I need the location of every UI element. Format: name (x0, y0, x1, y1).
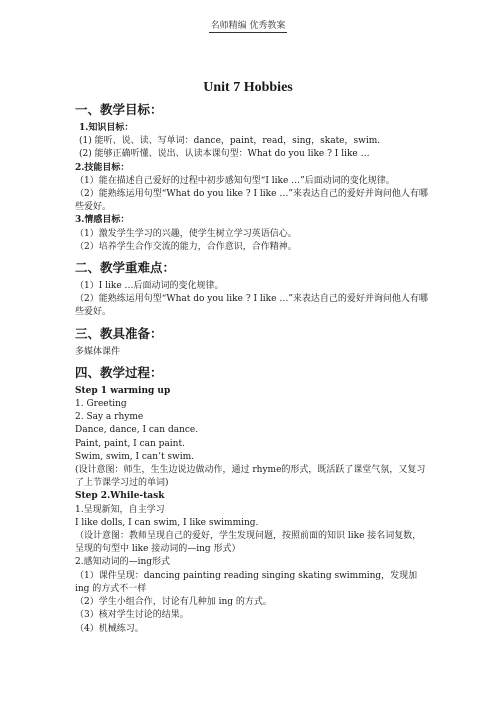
process-line: （1）课件呈现：dancing painting reading singing skating swimming，发现加 ing 的方式不一样 (75, 570, 418, 594)
rhyme-line: Dance, dance, I can dance. (75, 425, 199, 436)
key-point-item: （2）能熟练运用句型“What do you like ? I like …”来表达自己的爱好并询问他人有哪些爱好。 (75, 294, 428, 318)
process-line: （3）核对学生讨论的结果。 (75, 610, 189, 621)
section-heading-key-points: 二、教学重难点： (75, 260, 176, 276)
section-heading-materials: 三、教具准备： (75, 325, 163, 341)
section-heading-objectives: 一、教学目标： (75, 102, 163, 117)
step-heading: Step 2.While-task (75, 491, 165, 502)
emotion-item: （2）培养学生合作交流的能力，合作意识，合作精神。 (75, 241, 297, 252)
header-text: 名师精编 优秀教案 (210, 21, 286, 31)
process-line: 1. Greeting (75, 399, 127, 410)
section-heading-process: 四、教学过程： (75, 364, 163, 380)
process-line: 2.感知动词的—ing形式 (75, 557, 171, 568)
knowledge-item: (2) 能够正确听懂、说出、认读本课句型：What do you like ? I like … (79, 149, 370, 160)
process-line: （4）机械练习。 (75, 623, 144, 634)
design-note: （设计意图：教师呈现自己的爱好，学生发现问题，按照前面的知识 like 接名词复数，呈现的句型中 like 接动词的—ing 形式） (75, 531, 422, 555)
design-note: (设计意图：师生，生生边说边做动作，通过 rhyme的形式，既活跃了课堂气氛，又复习了上节课学习过的单词) (75, 465, 426, 489)
document-body (75, 96, 430, 636)
key-point-item: （1）I like …后面动词的变化规律。 (75, 281, 224, 292)
rhyme-line: Swim, swim, I can’t swim. (75, 451, 195, 462)
process-line: I like dolls, I can swim, I like swimming. (75, 517, 259, 528)
emotion-objective-label: 3.情感目标： (75, 215, 130, 226)
process-line: （2）学生小组合作，讨论有几种加 ing 的方式。 (75, 597, 272, 608)
step-heading: Step 1 warming up (75, 385, 171, 396)
document-title: Unit 7 Hobbies (203, 80, 293, 95)
page-header (0, 18, 496, 31)
process-line: 2. Say a rhyme (75, 412, 144, 423)
knowledge-objective-label: 1.知识目标： (79, 123, 134, 133)
emotion-item: （1）激发学生学习的兴趣，使学生树立学习英语信心。 (75, 228, 297, 239)
skill-item: （1）能在描述自己爱好的过程中初步感知句型“I like …”后面动词的变化规律。 (75, 175, 395, 186)
skill-objective-label: 2.技能目标： (75, 162, 130, 173)
skill-item: （2）能熟练运用句型“What do you like ? I like …”来表达自己的爱好并询问他人有哪些爱好。 (75, 189, 428, 213)
materials-text: 多媒体课件 (75, 346, 121, 357)
knowledge-item: (1) 能听、说、读、写单词：dance，paint，read，sing，skate，swim. (79, 136, 381, 147)
process-line: 1.呈现新知，自主学习 (75, 504, 165, 515)
rhyme-line: Paint, paint, I can paint. (75, 438, 185, 449)
